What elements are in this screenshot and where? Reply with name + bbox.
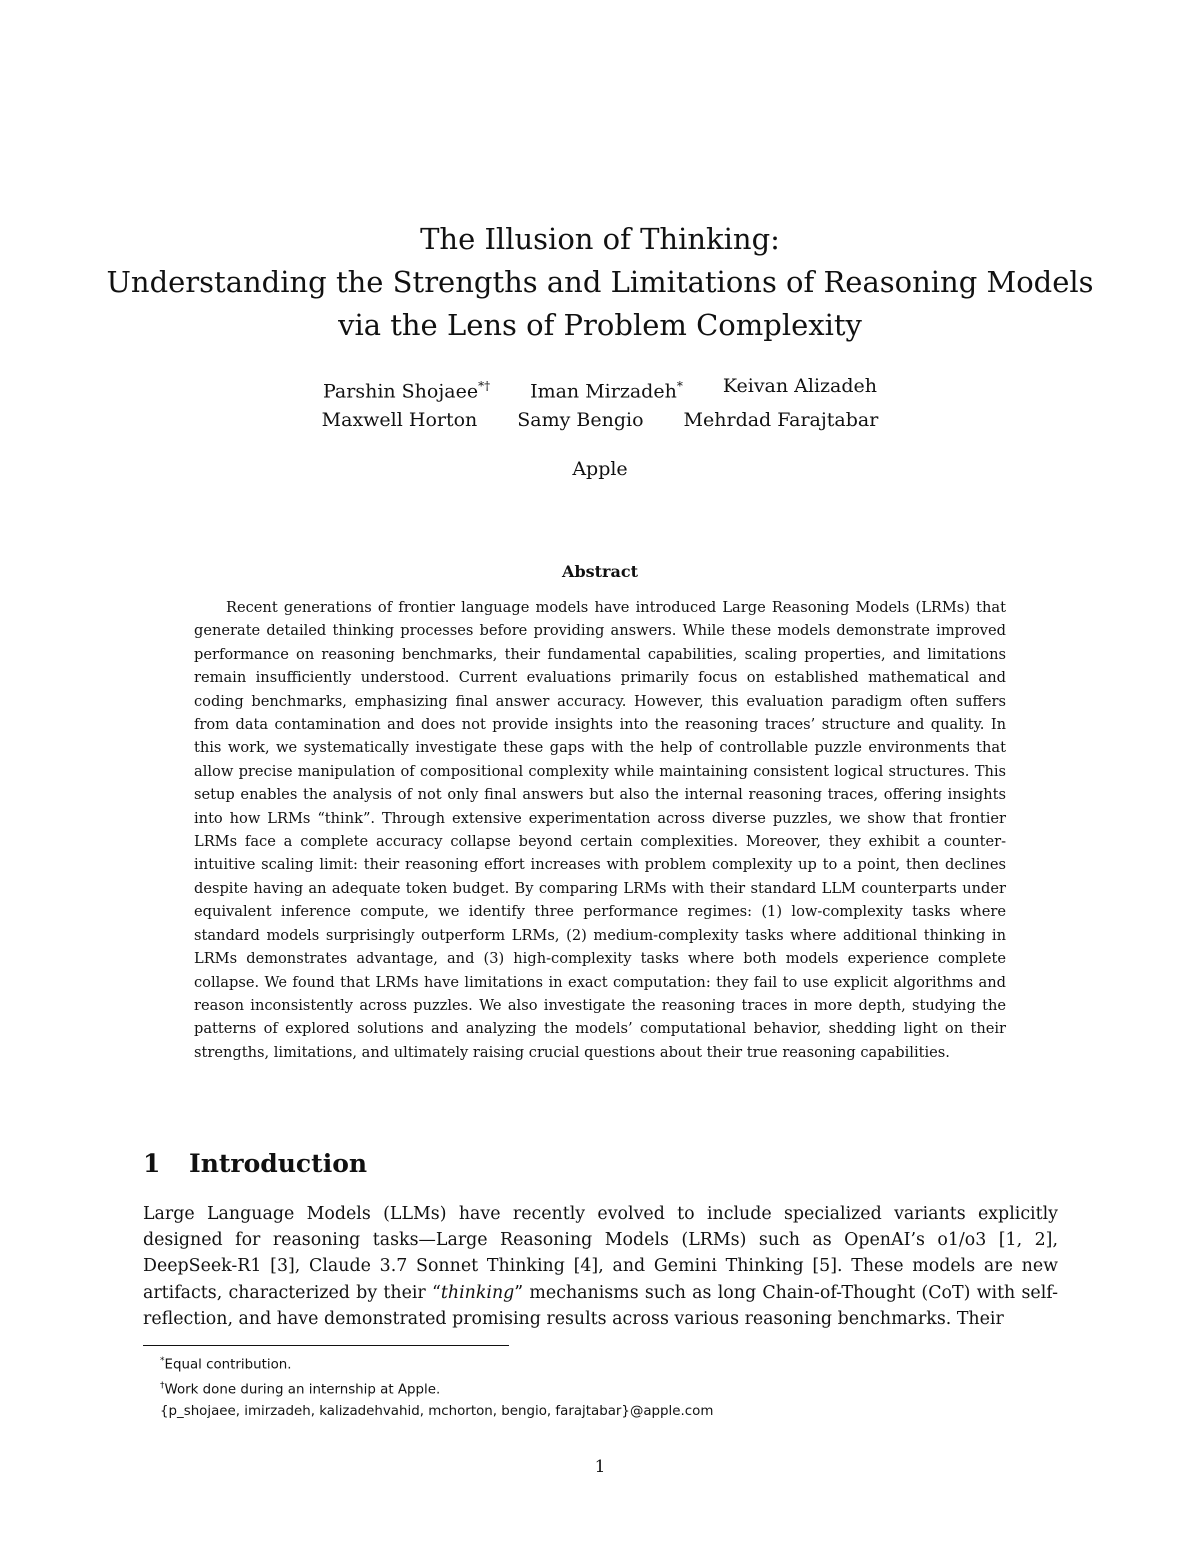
title-line-2: Understanding the Strengths and Limitations of Reasoning Models — [106, 265, 1094, 299]
footnote-email: {p_shojaee, imirzadeh, kalizadehvahid, mchorton, bengio, farajtabar}@apple.com — [160, 1404, 714, 1420]
footnote-mark: * — [160, 1356, 165, 1366]
footnote — [160, 1376, 1040, 1401]
intro-text-end: ” mechanisms such as long Chain-of-Thought (CoT) with self-reflection, and have demonstrated promising results across various reasoning benchmarks. Their — [143, 1282, 1058, 1329]
page-number: 1 — [594, 1457, 606, 1477]
footnote-rule — [143, 1345, 509, 1346]
section-heading — [143, 1146, 367, 1182]
footnotes — [160, 1351, 1040, 1423]
author-name: Maxwell Horton — [321, 409, 478, 432]
footnote-mark: † — [160, 1381, 165, 1392]
section-number: 1 — [143, 1149, 161, 1178]
title-line-3: via the Lens of Problem Complexity — [338, 308, 862, 342]
footnote-text: Equal contribution. — [164, 1357, 292, 1373]
section-title: Introduction — [189, 1149, 368, 1178]
author-name: Mehrdad Farajtabar — [683, 409, 879, 432]
author-row-1 — [100, 372, 1100, 406]
affiliation: Apple — [572, 458, 628, 480]
author-mark: * — [676, 379, 683, 393]
intro-emphasis: thinking — [440, 1282, 515, 1303]
title-line-1: The Illusion of Thinking: — [420, 222, 780, 256]
intro-paragraph — [143, 1201, 1058, 1332]
footnote — [160, 1351, 1040, 1376]
abstract-heading: Abstract — [562, 562, 638, 581]
abstract-text: Recent generations of frontier language models have introduced Large Reasoning Models (LRMs) that generate detailed thinking processes before providing answers. While these models demonstrate improved performance on reasoning benchmarks, their fundamental capabilities, scaling properties, and limitations remain insufficiently understood. Current evaluations primarily focus on established mathematical and coding benchmarks, emphasizing final answer accuracy. However, this evaluation paradigm often suffers from data contamination and does not provide insights into the reasoning traces’ structure and quality. In this work, we systematically investigate these gaps with the help of controllable puzzle environments that allow precise manipulation of compositional complexity while maintaining consistent logical structures. This setup enables the analysis of not only final answers but also the internal reasoning traces, offering insights into how LRMs “think”. Through extensive experimentation across diverse puzzles, we show that frontier LRMs face a complete accuracy collapse beyond certain complexities. Moreover, they exhibit a counter-intuitive scaling limit: their reasoning effort increases with problem complexity up to a point, then declines despite having an adequate token budget. By comparing LRMs with their standard LLM counterparts under equivalent inference compute, we identify three performance regimes: (1) low-complexity tasks where standard models surprisingly outperform LRMs, (2) medium-complexity tasks where additional thinking in LRMs demonstrates advantage, and (3) high-complexity tasks where both models experience complete collapse. We found that LRMs have limitations in exact computation: they fail to use explicit algorithms and reason inconsistently across puzzles. We also investigate the reasoning traces in more depth, studying the patterns of explored solutions and analyzing the models’ computational behavior, shedding light on their strengths, limitations, and ultimately raising crucial questions about their true reasoning capabilities. — [194, 599, 1006, 1061]
author-mark: *† — [478, 379, 491, 393]
author-row-2 — [100, 406, 1100, 435]
footnote — [160, 1401, 1040, 1423]
intro-text-start: Large Language Models (LLMs) have recently evolved to include specialized variants explicitly designed for reasoning tasks—Large Reasoning Models (LRMs) such as OpenAI’s o1/o3 [1, 2], DeepSeek-R1 [3], Claude 3.7 Sonnet Thinking [4], and Gemini Thinking [5]. These models are new artifacts, characterized by their “ — [143, 1204, 1058, 1303]
footnote-text: Work done during an internship at Apple. — [164, 1382, 441, 1398]
author-name: Iman Mirzadeh* — [530, 379, 683, 403]
author-name: Samy Bengio — [517, 409, 644, 432]
paper-title — [100, 218, 1100, 347]
author-name: Keivan Alizadeh — [722, 375, 878, 397]
author-name: Parshin Shojaee*† — [322, 379, 491, 403]
author-list — [100, 372, 1100, 435]
